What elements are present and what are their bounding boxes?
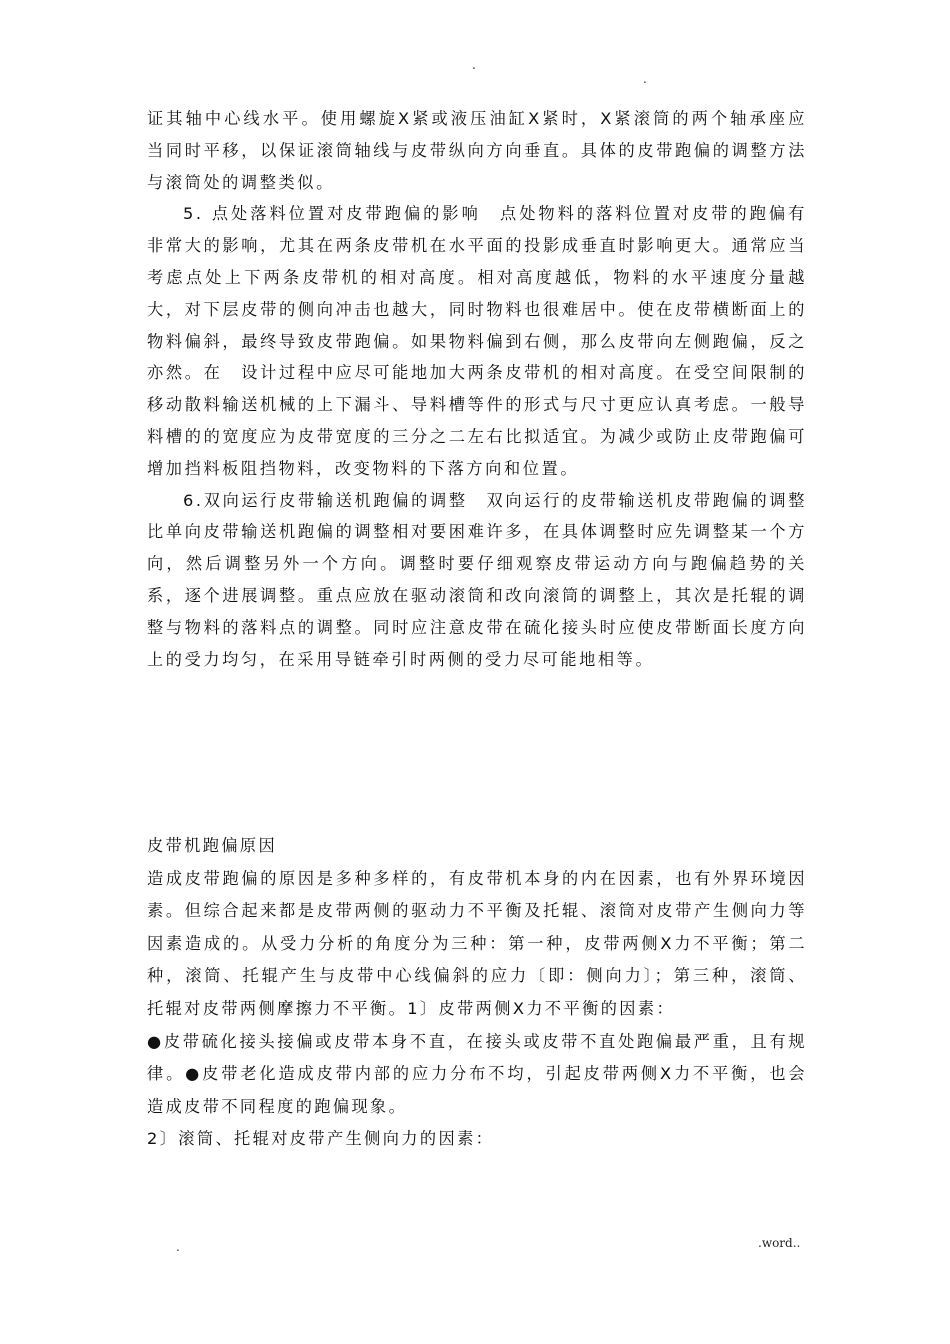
paragraph-bidirectional: 6.双向运行皮带输送机跑偏的调整 双向运行的皮带输送机皮带跑偏的调整比单向皮带输送机跑偏的调整相对要困难许多，在具体调整时应先调整某一个方向，然后调整另外一个方向。调整时要仔细观察皮带运动方向与跑偏趋势的关系，逐个进展调整。重点应放在驱动滚筒和改向滚筒的调整上，其次是托辊的调整与物料的落料点的调整。同时应注意皮带在硫化接头时应使皮带断面长度方向上的受力均匀，在采用导链牵引时两侧的受力尽可能地相等。 [147, 490, 807, 669]
header-dot-left: . [472, 58, 476, 72]
section-belt-adjustment [147, 103, 807, 675]
paragraph-bullet-causes: ●皮带硫化接头接偏或皮带本身不直，在接头或皮带不直处跑偏最严重，且有规律。●皮带老化造成皮带内部的应力分布不均，引起皮带两侧X力不平衡，也会造成皮带不同程度的跑偏现象。 [147, 1031, 807, 1116]
section-deviation-causes [147, 830, 807, 1156]
paragraph-tension-drum: 证其轴中心线水平。使用螺旋X紧或液压油缸X紧时，X紧滚筒的两个轴承座应当同时平移，以保证滚筒轴线与皮带纵向方向垂直。具体的皮带跑偏的调整方法与滚筒处的调整类似。 [147, 109, 807, 192]
section-heading: 皮带机跑偏原因 [147, 836, 278, 855]
header-dot-right: . [643, 72, 647, 86]
footer-dot: . [176, 1240, 180, 1254]
paragraph-drop-point: 5. 点处落料位置对皮带跑偏的影响 点处物料的落料位置对皮带的跑偏有非常大的影响，尤其在两条皮带机在水平面的投影成垂直时影响更大。通常应当考虑点处上下两条皮带机的相对高度。相对高度越低，物料的水平速度分量越大，对下层皮带的侧向冲击也越大，同时物料也很难居中。使在皮带横断面上的物料偏斜，最终导致皮带跑偏。如果物料偏到右侧，那么皮带向左侧跑偏，反之亦然。在 设计过程中应尽可能地加大两条皮带机的相对高度。在受空间限制的移动散料输送机械的上下漏斗、导料槽等件的形式与尺寸更应认真考虑。一般导料槽的的宽度应为皮带宽度的三分之二左右比拟适宜。为减少或防止皮带跑偏可增加挡料板阻挡物料，改变物料的下落方向和位置。 [147, 204, 807, 478]
footer-word-label: .word.. [758, 1236, 801, 1250]
paragraph-lateral-force: 2〕滚筒、托辊对皮带产生侧向力的因素： [147, 1129, 495, 1149]
paragraph-causes-overview: 造成皮带跑偏的原因是多种多样的，有皮带机本身的内在因素，也有外界环境因素。但综合起来都是皮带两侧的驱动力不平衡及托辊、滚筒对皮带产生侧向力等因素造成的。从受力分析的角度分为三种：第一种，皮带两侧X力不平衡；第二种，滚筒、托辊产生与皮带中心线偏斜的应力〔即：侧向力〕；第三种，滚筒、托辊对皮带两侧摩擦力不平衡。1〕皮带两侧X力不平衡的因素： [147, 868, 807, 1018]
